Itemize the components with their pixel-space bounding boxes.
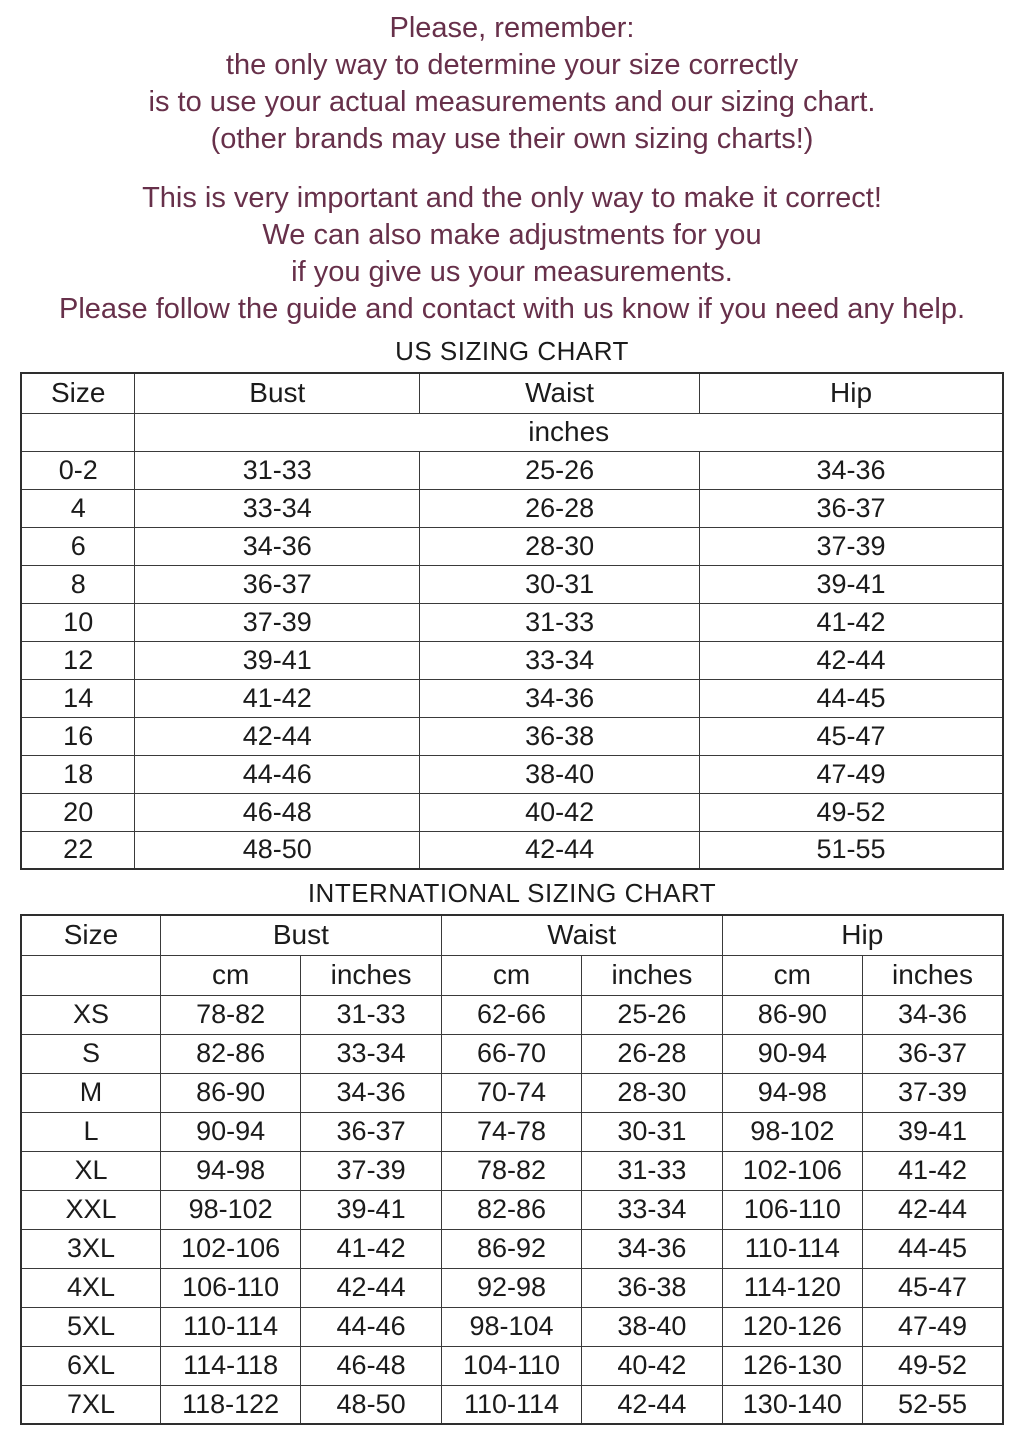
- intro-line: if you give us your measurements.: [291, 256, 733, 288]
- empty-cell: [21, 413, 135, 451]
- table-cell: 31-33: [420, 603, 700, 641]
- table-cell: 25-26: [420, 451, 700, 489]
- table-cell: 94-98: [160, 1151, 300, 1190]
- sub-header-waist-inches: inches: [582, 955, 722, 995]
- column-header-hip: Hip: [722, 915, 1003, 955]
- table-cell: 126-130: [722, 1346, 862, 1385]
- table-cell: 41-42: [135, 679, 420, 717]
- table-row: [21, 489, 1003, 527]
- table-row: [21, 1034, 1003, 1073]
- table-cell: 33-34: [301, 1034, 441, 1073]
- table-cell: 38-40: [582, 1307, 722, 1346]
- table-cell: 36-37: [301, 1112, 441, 1151]
- column-header-bust: Bust: [160, 915, 441, 955]
- table-cell: 45-47: [863, 1268, 1003, 1307]
- table-cell: 34-36: [301, 1073, 441, 1112]
- table-cell: 86-90: [160, 1073, 300, 1112]
- table-row: [21, 793, 1003, 831]
- table-cell: 37-39: [301, 1151, 441, 1190]
- table-row: [21, 831, 1003, 869]
- table-cell: 46-48: [135, 793, 420, 831]
- table-cell: 114-118: [160, 1346, 300, 1385]
- intro-line: Please, remember:: [389, 12, 635, 44]
- table-row: [21, 1307, 1003, 1346]
- paragraph-gap: [0, 158, 1024, 180]
- table-cell: 98-102: [722, 1112, 862, 1151]
- table-cell: 6XL: [21, 1346, 160, 1385]
- us-chart-title: US SIZING CHART: [395, 336, 629, 366]
- table-row: [21, 995, 1003, 1034]
- sub-header-hip-cm: cm: [722, 955, 862, 995]
- table-cell: 41-42: [863, 1151, 1003, 1190]
- table-cell: 98-104: [441, 1307, 581, 1346]
- table-cell: 41-42: [700, 603, 1003, 641]
- table-cell: 92-98: [441, 1268, 581, 1307]
- table-cell: 106-110: [160, 1268, 300, 1307]
- international-sizing-table: [20, 914, 1004, 1425]
- table-cell: 14: [21, 679, 135, 717]
- table-cell: 37-39: [135, 603, 420, 641]
- table-row: [21, 755, 1003, 793]
- table-cell: 42-44: [582, 1385, 722, 1424]
- table-cell: 30-31: [582, 1112, 722, 1151]
- table-cell: 36-37: [700, 489, 1003, 527]
- table-cell: 42-44: [863, 1190, 1003, 1229]
- table-cell: 44-46: [135, 755, 420, 793]
- table-row: [21, 603, 1003, 641]
- table-row: [21, 1112, 1003, 1151]
- table-cell: 37-39: [863, 1073, 1003, 1112]
- table-cell: 110-114: [441, 1385, 581, 1424]
- table-cell: 78-82: [160, 995, 300, 1034]
- table-cell: 110-114: [160, 1307, 300, 1346]
- intro-line: is to use your actual measurements and our sizing chart.: [148, 86, 876, 118]
- table-cell: 62-66: [441, 995, 581, 1034]
- column-header-hip: Hip: [700, 373, 1003, 413]
- table-cell: 46-48: [301, 1346, 441, 1385]
- table-row: [21, 717, 1003, 755]
- table-row: [21, 679, 1003, 717]
- table-cell: 39-41: [135, 641, 420, 679]
- table-cell: 130-140: [722, 1385, 862, 1424]
- table-cell: 37-39: [700, 527, 1003, 565]
- table-row: [21, 1190, 1003, 1229]
- table-cell: 44-45: [863, 1229, 1003, 1268]
- table-cell: S: [21, 1034, 160, 1073]
- column-header-waist: Waist: [441, 915, 722, 955]
- table-cell: 10: [21, 603, 135, 641]
- table-cell: 36-37: [863, 1034, 1003, 1073]
- table-cell: 6: [21, 527, 135, 565]
- table-cell: 40-42: [420, 793, 700, 831]
- sub-header-bust-cm: cm: [160, 955, 300, 995]
- table-cell: 42-44: [135, 717, 420, 755]
- table-cell: 20: [21, 793, 135, 831]
- table-cell: 48-50: [301, 1385, 441, 1424]
- table-cell: XL: [21, 1151, 160, 1190]
- table-cell: M: [21, 1073, 160, 1112]
- table-cell: 39-41: [700, 565, 1003, 603]
- table-cell: 74-78: [441, 1112, 581, 1151]
- table-row: [21, 1151, 1003, 1190]
- sub-header-waist-cm: cm: [441, 955, 581, 995]
- table-cell: 114-120: [722, 1268, 862, 1307]
- table-row: [21, 1073, 1003, 1112]
- table-row: [21, 1346, 1003, 1385]
- table-row: [21, 451, 1003, 489]
- table-cell: 34-36: [420, 679, 700, 717]
- table-cell: XXL: [21, 1190, 160, 1229]
- table-cell: 42-44: [700, 641, 1003, 679]
- table-cell: 49-52: [863, 1346, 1003, 1385]
- table-cell: 86-92: [441, 1229, 581, 1268]
- table-cell: 18: [21, 755, 135, 793]
- table-cell: 42-44: [420, 831, 700, 869]
- table-cell: 82-86: [441, 1190, 581, 1229]
- column-header-size: Size: [21, 915, 160, 955]
- table-cell: 28-30: [582, 1073, 722, 1112]
- table-cell: 90-94: [722, 1034, 862, 1073]
- table-cell: 33-34: [582, 1190, 722, 1229]
- table-cell: 42-44: [301, 1268, 441, 1307]
- table-cell: 102-106: [722, 1151, 862, 1190]
- table-cell: 33-34: [135, 489, 420, 527]
- sub-header-row: [21, 955, 1003, 995]
- table-cell: 45-47: [700, 717, 1003, 755]
- intro-line: Please follow the guide and contact with us know if you need any help.: [58, 293, 966, 325]
- table-cell: 26-28: [582, 1034, 722, 1073]
- table-cell: XS: [21, 995, 160, 1034]
- table-row: [21, 641, 1003, 679]
- us-sizing-table: [20, 372, 1004, 870]
- table-cell: 90-94: [160, 1112, 300, 1151]
- table-cell: 22: [21, 831, 135, 869]
- table-cell: 34-36: [135, 527, 420, 565]
- table-cell: 31-33: [582, 1151, 722, 1190]
- table-cell: 110-114: [722, 1229, 862, 1268]
- table-cell: 36-38: [420, 717, 700, 755]
- table-cell: 5XL: [21, 1307, 160, 1346]
- table-row: [21, 1268, 1003, 1307]
- unit-label: inches: [135, 413, 1003, 451]
- intl-chart-title: INTERNATIONAL SIZING CHART: [307, 878, 717, 908]
- table-row: [21, 527, 1003, 565]
- table-cell: 34-36: [863, 995, 1003, 1034]
- table-cell: 98-102: [160, 1190, 300, 1229]
- table-row: [21, 1229, 1003, 1268]
- table-cell: 38-40: [420, 755, 700, 793]
- intro-line: We can also make adjustments for you: [262, 219, 762, 251]
- table-cell: 7XL: [21, 1385, 160, 1424]
- table-cell: L: [21, 1112, 160, 1151]
- table-cell: 94-98: [722, 1073, 862, 1112]
- table-cell: 47-49: [863, 1307, 1003, 1346]
- intro-line: This is very important and the only way to make it correct!: [142, 182, 882, 214]
- table-cell: 36-37: [135, 565, 420, 603]
- table-cell: 47-49: [700, 755, 1003, 793]
- table-cell: 26-28: [420, 489, 700, 527]
- table-cell: 49-52: [700, 793, 1003, 831]
- table-cell: 28-30: [420, 527, 700, 565]
- intro-text-block: [0, 0, 1024, 328]
- table-cell: 41-42: [301, 1229, 441, 1268]
- intro-line: the only way to determine your size correctly: [225, 49, 799, 81]
- column-header-bust: Bust: [135, 373, 420, 413]
- sub-header-bust-inches: inches: [301, 955, 441, 995]
- table-cell: 30-31: [420, 565, 700, 603]
- table-cell: 70-74: [441, 1073, 581, 1112]
- table-cell: 0-2: [21, 451, 135, 489]
- table-cell: 118-122: [160, 1385, 300, 1424]
- table-cell: 12: [21, 641, 135, 679]
- table-cell: 51-55: [700, 831, 1003, 869]
- table-cell: 82-86: [160, 1034, 300, 1073]
- table-cell: 78-82: [441, 1151, 581, 1190]
- table-cell: 3XL: [21, 1229, 160, 1268]
- table-cell: 4: [21, 489, 135, 527]
- table-cell: 36-38: [582, 1268, 722, 1307]
- table-cell: 52-55: [863, 1385, 1003, 1424]
- table-cell: 104-110: [441, 1346, 581, 1385]
- table-header-row: [21, 915, 1003, 955]
- empty-cell: [21, 955, 160, 995]
- table-cell: 40-42: [582, 1346, 722, 1385]
- table-cell: 16: [21, 717, 135, 755]
- table-cell: 8: [21, 565, 135, 603]
- unit-row: [21, 413, 1003, 451]
- column-header-waist: Waist: [420, 373, 700, 413]
- column-header-size: Size: [21, 373, 135, 413]
- sub-header-hip-inches: inches: [863, 955, 1003, 995]
- table-cell: 31-33: [135, 451, 420, 489]
- table-cell: 34-36: [700, 451, 1003, 489]
- table-cell: 48-50: [135, 831, 420, 869]
- table-cell: 120-126: [722, 1307, 862, 1346]
- table-cell: 44-45: [700, 679, 1003, 717]
- table-cell: 106-110: [722, 1190, 862, 1229]
- table-cell: 102-106: [160, 1229, 300, 1268]
- table-cell: 31-33: [301, 995, 441, 1034]
- table-cell: 4XL: [21, 1268, 160, 1307]
- table-cell: 33-34: [420, 641, 700, 679]
- table-cell: 66-70: [441, 1034, 581, 1073]
- table-header-row: [21, 373, 1003, 413]
- table-cell: 39-41: [863, 1112, 1003, 1151]
- table-row: [21, 565, 1003, 603]
- table-cell: 39-41: [301, 1190, 441, 1229]
- table-cell: 44-46: [301, 1307, 441, 1346]
- table-cell: 25-26: [582, 995, 722, 1034]
- table-cell: 86-90: [722, 995, 862, 1034]
- table-row: [21, 1385, 1003, 1424]
- table-cell: 34-36: [582, 1229, 722, 1268]
- intro-line: (other brands may use their own sizing charts!): [210, 123, 814, 155]
